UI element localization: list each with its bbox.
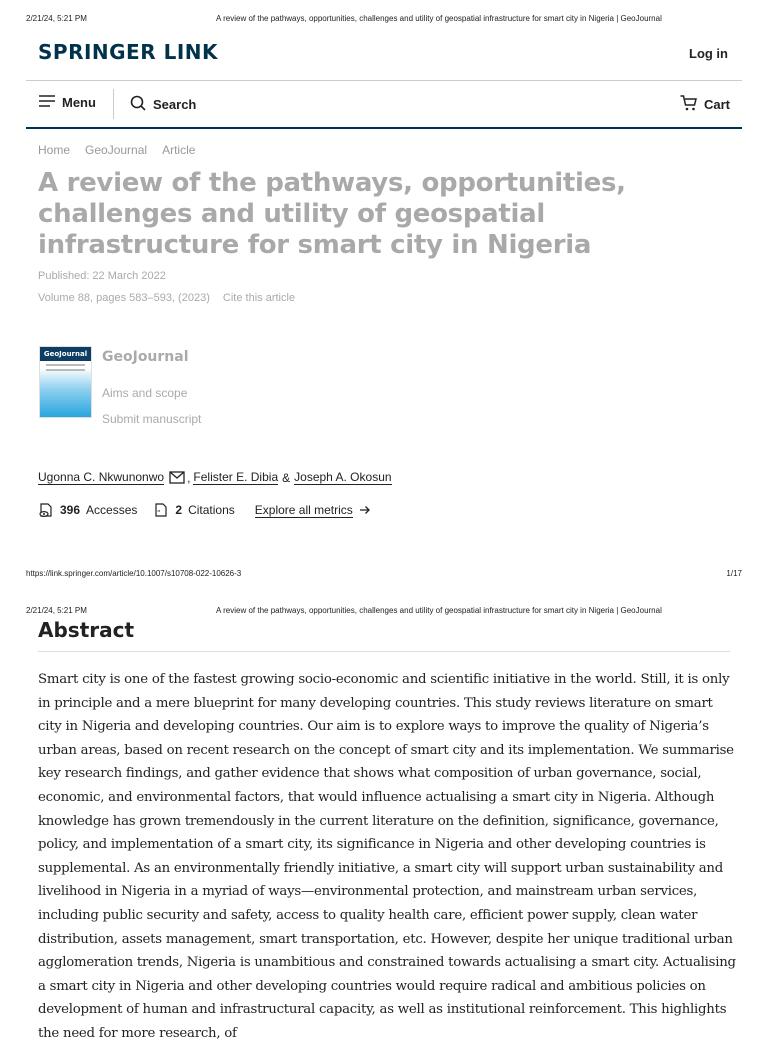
print-datetime: 2/21/24, 5:21 PM xyxy=(26,606,87,615)
author-list xyxy=(38,470,392,485)
login-link[interactable]: Log in xyxy=(689,46,728,61)
cover-title: GeoJournal xyxy=(40,347,91,361)
email-icon[interactable] xyxy=(169,471,185,484)
author-link[interactable]: Joseph A. Okosun xyxy=(294,470,392,484)
abstract-heading: Abstract xyxy=(38,618,135,642)
print-url: https://link.springer.com/article/10.1007/s10708-022-10626-3 xyxy=(26,569,242,578)
accesses-label: Accesses xyxy=(86,503,138,517)
nav-separator xyxy=(113,89,114,119)
print-title: A review of the pathways, opportunities, challenges and utility of geospatial infrastructure for smart city in Nigeria | GeoJournal xyxy=(216,606,662,615)
cover-line xyxy=(46,364,85,366)
search-label: Search xyxy=(153,97,197,112)
accesses-icon xyxy=(38,502,54,518)
author-link[interactable]: Ugonna C. Nkwunonwo xyxy=(38,470,165,484)
author-ampersand: & xyxy=(282,470,291,485)
cart-icon xyxy=(680,95,697,114)
volume-text: Volume 88, pages 583–593, (2023) xyxy=(38,292,210,304)
citations-count: 2 xyxy=(175,503,183,517)
published-text: Published: 22 March 2022 xyxy=(38,270,166,282)
article-title: A review of the pathways, opportunities, challenges and utility of geospatial infrastructure for smart city in Nigeria xyxy=(38,168,626,260)
breadcrumb-home[interactable]: Home xyxy=(38,143,71,157)
search-button[interactable] xyxy=(130,95,196,114)
cover-line xyxy=(46,369,85,371)
print-header xyxy=(26,14,742,23)
springer-link-logo[interactable]: SPRINGER LINK xyxy=(38,40,219,64)
print-header xyxy=(26,606,742,615)
journal-cover-image[interactable] xyxy=(39,346,92,418)
hamburger-icon xyxy=(39,95,55,110)
print-title: A review of the pathways, opportunities, challenges and utility of geospatial infrastructure for smart city in Nigeria | GeoJournal xyxy=(216,14,662,23)
cite-article-link[interactable]: Cite this article xyxy=(222,292,296,304)
print-datetime: 2/21/24, 5:21 PM xyxy=(26,14,87,23)
breadcrumb-article: Article xyxy=(162,143,196,157)
cart-label: Cart xyxy=(703,97,730,112)
accesses-count: 396 xyxy=(60,503,81,517)
cart-button[interactable] xyxy=(680,95,730,114)
search-icon xyxy=(130,95,146,114)
print-page-number: 1/17 xyxy=(726,569,742,578)
explore-metrics-link[interactable]: Explore all metrics xyxy=(254,502,353,517)
print-footer xyxy=(26,569,742,578)
citations-label: Citations xyxy=(188,503,235,517)
abstract-text: Smart city is one of the fastest growing socio-economic and scientific initiative in the world. Still, it is only in principle and a mere blueprint for many developing countries. This study reviews literature on smart city in Nigeria and developing countries. Our aim is to explore ways to improve the quality of Nigeria’s urban areas, based on recent research on the concept of smart city and its implementation. We summarise key research findings, and gather evidence that shows what composition of urban governance, social, economic, and environmental factors, that would influence actualising a smart city in Nigeria. Although knowledge has grown tremendously in the current literature on the definition, significance, governance, policy, and implementation of a smart city, its significance in Nigeria and other developing countries is supplemental. As an environmentally friendly initiative, a smart city will support urban sustainability and livelihood in Nigeria in a myriad of ways—environmental protection, and mainstream urban services, including public security and safety, access to quality health care, efficient power supply, clean water distribution, assets management, smart transportation, etc. However, despite her unique traditional urban agglomeration trends, Nigeria is unambitious and constrained towards actualising a smart city. Actualising a smart city in Nigeria and other developing countries would require radical and ambitious policies on development of human and infrastructural capacity, as well as institutional reinforcement. This highlights the need for more research, of xyxy=(38,672,736,1041)
published-date xyxy=(38,270,166,282)
nav-bar xyxy=(26,81,742,129)
citations-icon xyxy=(153,502,169,518)
author-link[interactable]: Felister E. Dibia xyxy=(193,470,279,484)
svg-text:“: “ xyxy=(157,509,162,517)
arrow-right-icon xyxy=(359,505,371,515)
abstract-divider xyxy=(38,651,730,652)
menu-button[interactable] xyxy=(39,95,96,110)
breadcrumb-journal[interactable]: GeoJournal xyxy=(85,143,148,157)
submit-manuscript-link[interactable]: Submit manuscript xyxy=(102,412,202,426)
volume-info xyxy=(38,292,295,304)
article-metrics xyxy=(38,502,371,518)
journal-name-link[interactable]: GeoJournal xyxy=(102,349,189,365)
author-separator: , xyxy=(187,470,191,485)
menu-label: Menu xyxy=(62,95,96,110)
breadcrumb xyxy=(38,143,195,157)
aims-scope-link[interactable]: Aims and scope xyxy=(102,386,188,400)
